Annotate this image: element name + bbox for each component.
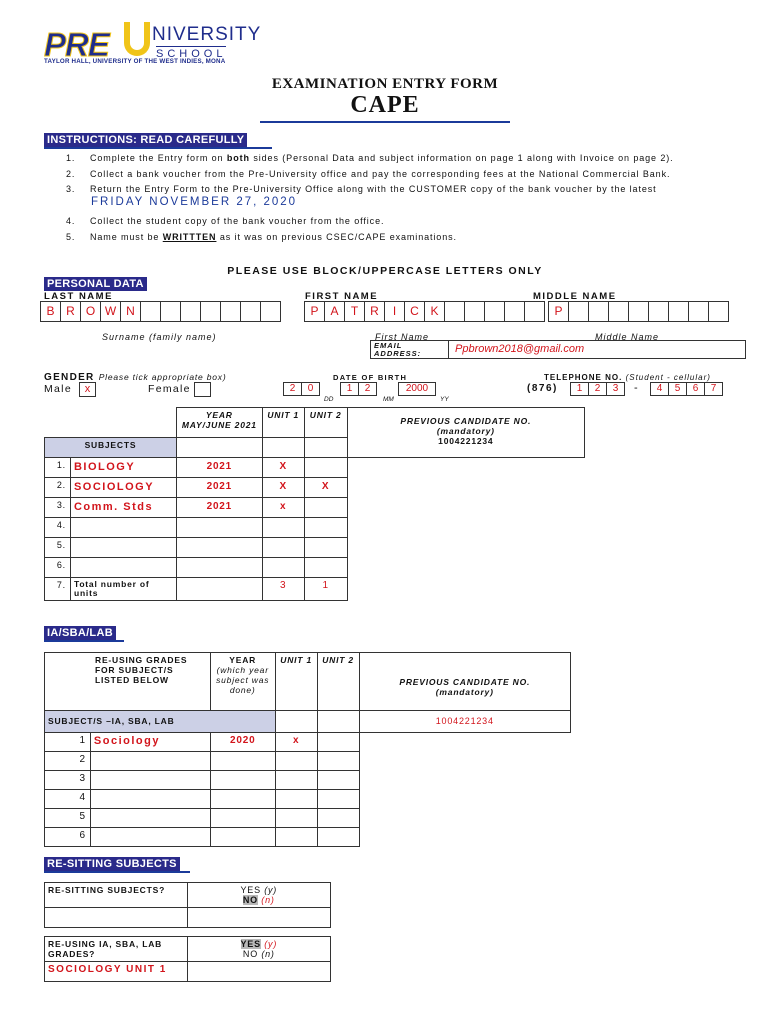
phone-dash: - — [634, 382, 638, 394]
row-number: 1. — [45, 458, 71, 478]
title-underline — [260, 121, 510, 123]
ia-subject-unit1[interactable] — [275, 752, 317, 771]
letter-box[interactable] — [180, 301, 201, 322]
block-letters-note: PLEASE USE BLOCK/UPPERCASE LETTERS ONLY — [227, 265, 543, 277]
letter-box[interactable] — [588, 301, 609, 322]
personal-data-heading: PERSONAL DATA — [44, 277, 147, 291]
subject-name[interactable] — [70, 518, 176, 538]
subjects-table — [44, 407, 585, 601]
letter-box[interactable] — [688, 301, 709, 322]
ia-subject-unit1[interactable]: x — [275, 733, 317, 752]
phone-line-field[interactable]: 4 5 6 7 — [650, 382, 722, 396]
reuse-grades-subject: SOCIOLOGY UNIT 1 — [45, 962, 188, 982]
male-checkbox[interactable]: x — [79, 382, 96, 397]
resit-underline — [44, 871, 190, 873]
letter-box[interactable] — [608, 301, 629, 322]
subject-unit2[interactable] — [304, 498, 347, 518]
resit-table — [44, 882, 331, 928]
row-number: 5. — [45, 538, 71, 558]
gender-label: GENDER Please tick appropriate box) — [44, 372, 227, 383]
subject-name[interactable]: BIOLOGY — [70, 458, 176, 478]
letter-box[interactable]: R — [60, 301, 81, 322]
year-header: YEAR MAY/JUNE 2021 — [176, 408, 262, 438]
logo-university-text: NIVERSITY — [152, 24, 262, 45]
reuse-grades-table — [44, 936, 331, 982]
previous-candidate-cell: PREVIOUS CANDIDATE NO. (mandatory) 1004221234 — [347, 408, 584, 458]
letter-box[interactable]: O — [80, 301, 101, 322]
letter-box[interactable] — [220, 301, 241, 322]
ia-subject-year[interactable] — [210, 809, 275, 828]
dob-day-field[interactable]: 2 0 — [283, 382, 319, 396]
row-number: 3 — [45, 771, 91, 790]
ia-subject-name[interactable] — [90, 790, 210, 809]
ia-subject-year[interactable] — [210, 790, 275, 809]
subject-year[interactable] — [176, 518, 262, 538]
subject-year[interactable]: 2021 — [176, 458, 262, 478]
ia-subject-name[interactable] — [90, 752, 210, 771]
letter-box[interactable]: C — [404, 301, 425, 322]
logo-u-shape — [124, 22, 150, 56]
ia-subject-unit2[interactable] — [317, 809, 359, 828]
middle-name-field[interactable] — [548, 301, 728, 322]
ia-prev-candidate-no: 1004221234 — [359, 711, 570, 733]
telephone-label: TELEPHONE NO. (Student - cellular) — [544, 373, 711, 382]
resit-question: RE-SITTING SUBJECTS? — [45, 883, 188, 908]
surname-caption: Surname (family name) — [102, 332, 217, 342]
subject-name[interactable]: SOCIOLOGY — [70, 478, 176, 498]
ia-subject-unit2[interactable] — [317, 790, 359, 809]
subject-year[interactable] — [176, 538, 262, 558]
ia-year-header: YEAR (which year subject was done) — [210, 653, 275, 711]
letter-box[interactable] — [504, 301, 525, 322]
letter-box[interactable]: I — [384, 301, 405, 322]
last-name-label: LAST NAME — [44, 291, 113, 302]
last-name-field[interactable] — [40, 301, 280, 322]
ia-unit1-header: UNIT 1 — [275, 653, 317, 711]
subject-row — [45, 458, 585, 478]
email-label: EMAIL ADDRESS: — [371, 341, 449, 358]
ia-prev-blank — [359, 733, 570, 847]
female-checkbox[interactable] — [194, 382, 211, 397]
letter-box[interactable] — [628, 301, 649, 322]
ia-subjects-label: SUBJECT/S –IA, SBA, LAB — [45, 711, 276, 733]
ia-underline — [44, 640, 124, 642]
subject-unit2[interactable] — [304, 518, 347, 538]
middle-name-label: MIDDLE NAME — [533, 291, 617, 302]
email-field[interactable] — [370, 340, 746, 359]
letter-box[interactable]: A — [324, 301, 345, 322]
ia-subject-year[interactable] — [210, 771, 275, 790]
subject-unit1[interactable] — [262, 538, 304, 558]
letter-box[interactable] — [668, 301, 689, 322]
dob-month-field[interactable]: 1 2 — [340, 382, 376, 396]
subject-year[interactable] — [176, 558, 262, 578]
ia-prev-header: PREVIOUS CANDIDATE NO. (mandatory) — [359, 653, 570, 711]
total-units-row: 7. Total number of units 3 1 — [45, 578, 585, 601]
reuse-grades-answer[interactable]: YES (y) NO (n) — [187, 937, 330, 962]
letter-box[interactable]: T — [344, 301, 365, 322]
ia-row — [45, 733, 571, 752]
ia-table — [44, 652, 571, 847]
deadline-text: FRIDAY NOVEMBER 27, 2020 — [91, 196, 298, 208]
letter-box[interactable] — [444, 301, 465, 322]
ia-subject-name[interactable] — [90, 771, 210, 790]
reuse-header: RE-USING GRADES FOR SUBJECT/S LISTED BELOW — [45, 653, 211, 711]
instruction-item: 2. Collect a bank voucher from the Pre-University office and pay the corresponding fees at the National Commercial Bank. — [66, 169, 671, 179]
logo-school-text: SCHOOL — [156, 48, 227, 60]
unit1-header: UNIT 1 — [262, 408, 304, 438]
row-number: 2 — [45, 752, 91, 771]
phone-area-code: (876) — [527, 383, 558, 394]
ia-heading: IA/SBA/LAB — [44, 626, 116, 640]
unit2-header: UNIT 2 — [304, 408, 347, 438]
ia-subject-year[interactable] — [210, 752, 275, 771]
subject-unit1[interactable]: x — [262, 498, 304, 518]
letter-box[interactable] — [140, 301, 161, 322]
row-number: 1 — [45, 733, 91, 752]
ia-subject-unit1[interactable] — [275, 809, 317, 828]
ia-subject-year[interactable] — [210, 828, 275, 847]
row-number: 4 — [45, 790, 91, 809]
form-title: EXAMINATION ENTRY FORM — [271, 76, 499, 92]
letter-box[interactable] — [240, 301, 261, 322]
letter-box[interactable]: N — [120, 301, 141, 322]
dob-label: DATE OF BIRTH — [333, 373, 408, 382]
instruction-item: 1. Complete the Entry form on both sides (Personal Data and subject information on page 1 along with Invoice on page 2). — [66, 153, 674, 163]
ia-subject-unit2[interactable] — [317, 828, 359, 847]
logo-subtitle: TAYLOR HALL, UNIVERSITY OF THE WEST INDIES, MONA — [44, 58, 226, 65]
letter-box[interactable] — [524, 301, 545, 322]
mm-caption: MM — [383, 396, 394, 403]
reuse-grades-question: RE-USING IA, SBA, LAB GRADES? — [45, 937, 188, 962]
letter-box[interactable] — [708, 301, 729, 322]
subject-unit1[interactable]: X — [262, 478, 304, 498]
subject-unit2[interactable]: X — [304, 478, 347, 498]
row-number: 6 — [45, 828, 91, 847]
letter-box[interactable] — [200, 301, 221, 322]
ia-subject-name[interactable] — [90, 809, 210, 828]
letter-box[interactable]: P — [304, 301, 325, 322]
instructions-underline — [44, 147, 272, 149]
row-number: 3. — [45, 498, 71, 518]
letter-box[interactable]: W — [100, 301, 121, 322]
row-number: 6. — [45, 558, 71, 578]
phone-prefix-field[interactable]: 1 2 3 — [570, 382, 624, 396]
row-number: 2. — [45, 478, 71, 498]
letter-box[interactable] — [568, 301, 589, 322]
ia-subject-unit1[interactable] — [275, 828, 317, 847]
instruction-item: 3. Return the Entry Form to the Pre-University Office along with the CUSTOMER copy of the bank voucher by the latest — [66, 184, 657, 194]
subject-unit1[interactable]: X — [262, 458, 304, 478]
ia-subject-year[interactable]: 2020 — [210, 733, 275, 752]
middle-name-caption: Middle Name — [595, 332, 660, 342]
ia-subject-unit2[interactable] — [317, 733, 359, 752]
form-subtitle: CAPE — [350, 92, 420, 118]
subject-year[interactable]: 2021 — [176, 478, 262, 498]
letter-box[interactable]: P — [548, 301, 569, 322]
instruction-item: 5. Name must be WRITTTEN as it was on previous CSEC/CAPE examinations. — [66, 232, 457, 242]
letter-box[interactable] — [160, 301, 181, 322]
letter-box[interactable] — [648, 301, 669, 322]
resit-heading: RE-SITTING SUBJECTS — [44, 857, 180, 871]
resit-answer[interactable]: YES (y) NO (n) — [187, 883, 330, 908]
subject-unit2[interactable] — [304, 538, 347, 558]
subject-year[interactable]: 2021 — [176, 498, 262, 518]
subject-name[interactable]: Comm. Stds — [70, 498, 176, 518]
letter-box[interactable] — [464, 301, 485, 322]
total-unit1: 3 — [262, 578, 304, 601]
subject-unit1[interactable] — [262, 558, 304, 578]
female-label: Female — [148, 383, 191, 395]
instructions-heading: INSTRUCTIONS: READ CAREFULLY — [44, 133, 247, 147]
row-number: 5 — [45, 809, 91, 828]
dd-caption: DD — [324, 396, 334, 403]
email-value: Ppbrown2018@gmail.com — [455, 343, 585, 355]
letter-box[interactable] — [484, 301, 505, 322]
dob-year-field[interactable]: 2000 — [398, 382, 435, 396]
ia-subject-unit1[interactable] — [275, 790, 317, 809]
subject-name[interactable] — [70, 538, 176, 558]
total-units-label: Total number of units — [70, 578, 176, 601]
first-name-label: FIRST NAME — [305, 291, 379, 302]
ia-unit2-header: UNIT 2 — [317, 653, 359, 711]
previous-candidate-blank — [347, 458, 584, 578]
male-label: Male — [44, 383, 72, 395]
ia-subject-unit2[interactable] — [317, 752, 359, 771]
subject-name[interactable] — [70, 558, 176, 578]
letter-box[interactable]: K — [424, 301, 445, 322]
total-unit2: 1 — [304, 578, 347, 601]
first-name-caption: First Name — [375, 332, 430, 342]
logo-pre-text: PRE — [44, 26, 109, 63]
subjects-label: SUBJECTS — [45, 438, 177, 458]
instruction-item: 4. Collect the student copy of the bank voucher from the office. — [66, 216, 385, 226]
yy-caption: YY — [440, 396, 449, 403]
subject-unit2[interactable] — [304, 558, 347, 578]
subject-unit2[interactable] — [304, 458, 347, 478]
letter-box[interactable] — [260, 301, 281, 322]
row-number: 4. — [45, 518, 71, 538]
ia-subject-name[interactable]: Sociology — [90, 733, 210, 752]
ia-subject-unit1[interactable] — [275, 771, 317, 790]
ia-subject-unit2[interactable] — [317, 771, 359, 790]
first-name-field[interactable] — [304, 301, 544, 322]
ia-subject-name[interactable] — [90, 828, 210, 847]
letter-box[interactable]: B — [40, 301, 61, 322]
subject-unit1[interactable] — [262, 518, 304, 538]
letter-box[interactable]: R — [364, 301, 385, 322]
